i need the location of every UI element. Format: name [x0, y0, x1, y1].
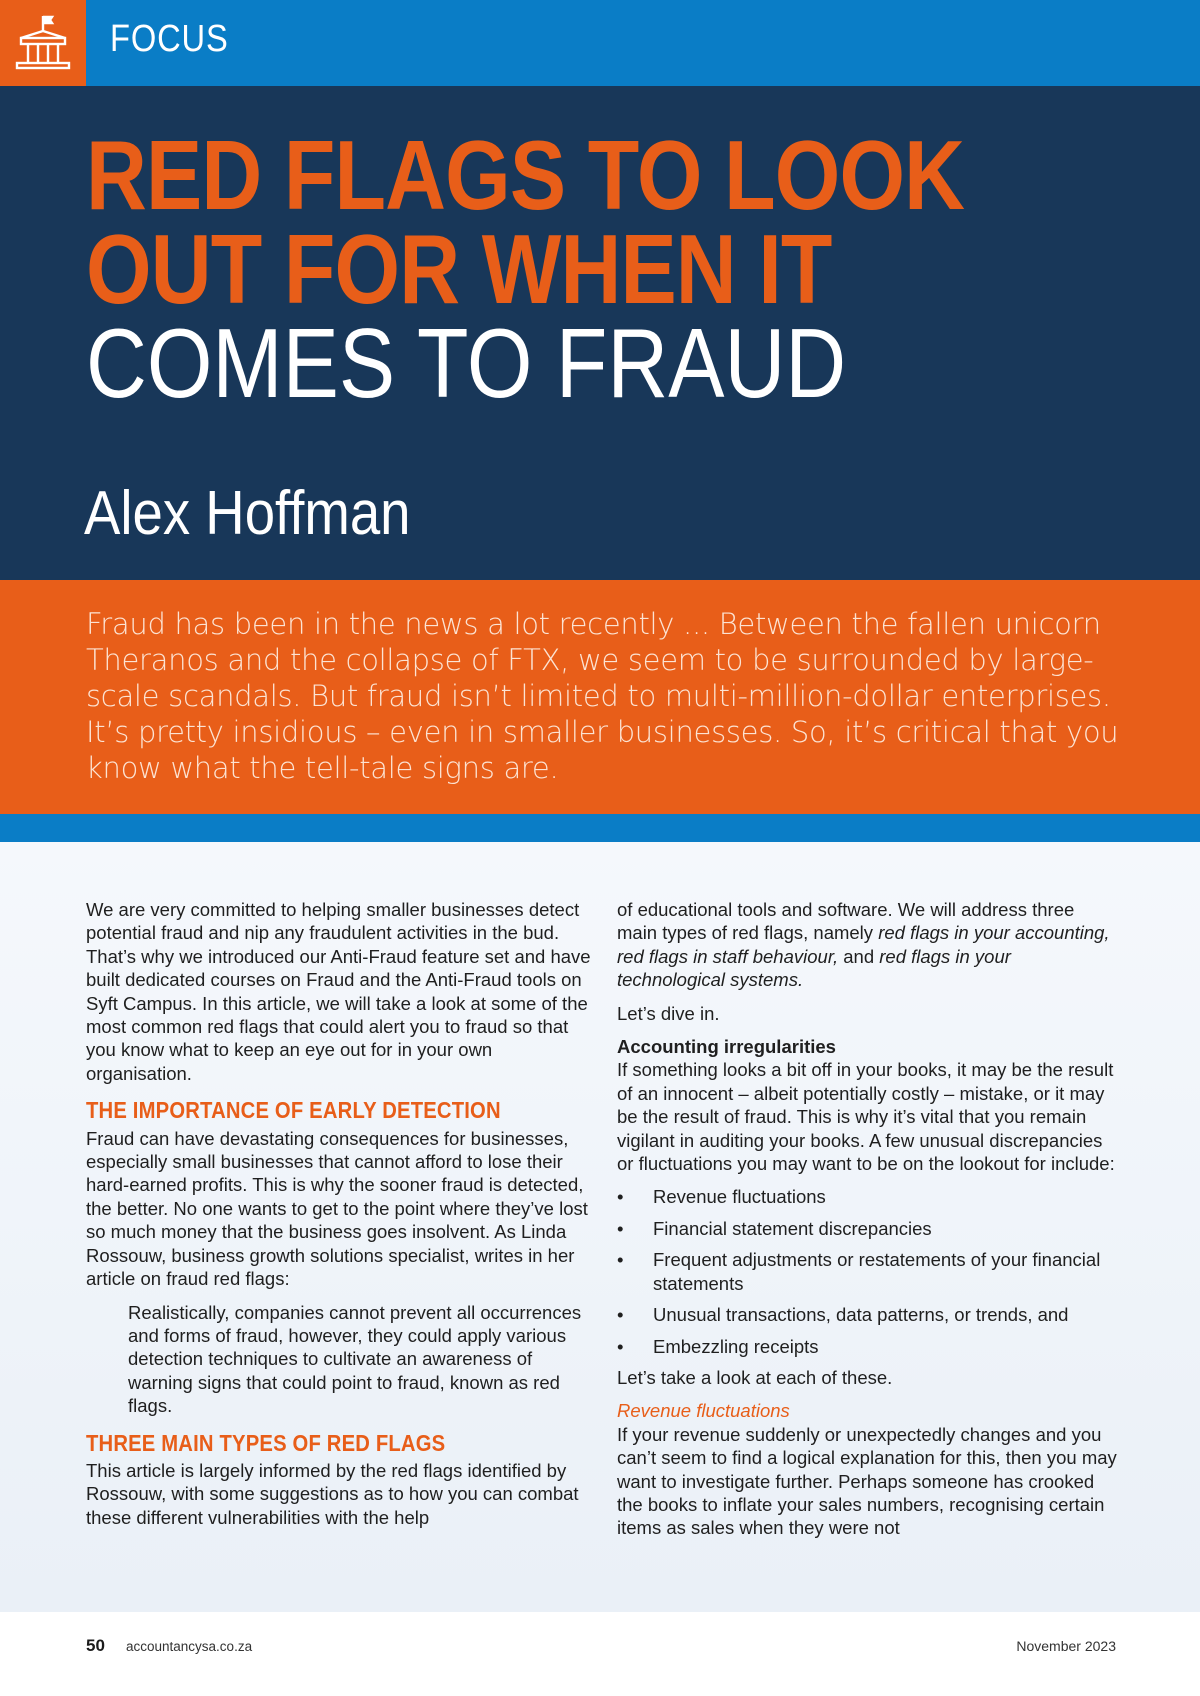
title-line: OUT FOR WHEN IT — [86, 214, 832, 324]
title-line: RED FLAGS TO LOOK — [86, 120, 965, 230]
subheading-italic: Revenue fluctuations — [617, 1400, 790, 1422]
standfirst-box — [0, 580, 1200, 814]
paragraph: Let’s dive in. — [617, 1002, 720, 1024]
page-footer — [0, 1612, 1200, 1696]
bullet-marker: • — [617, 1335, 624, 1357]
paragraph: Fraud can have devastating consequences for businesses, especially small businesses that cannot afford to lose their hard-earned profits. This is why the sooner fraud is detected, the better. No one wants to get to the point where they’ve lost so much money that the business goes insolvent. As Linda Rossouw, business growth solutions specialist, writes in her article on fraud red flags: — [86, 1127, 588, 1290]
list-item — [617, 1248, 1117, 1295]
bullet-marker: • — [617, 1249, 624, 1271]
list-item — [617, 1303, 1117, 1326]
list-item-text: Frequent adjustments or restatements of your financial statements — [653, 1249, 1101, 1294]
building-flag-icon — [12, 12, 74, 74]
subheading-bold: Accounting irregularities — [617, 1036, 836, 1058]
paragraph: We are very committed to helping smaller businesses detect potential fraud and nip any fraudulent activities in the bud. That’s why we introduced our Anti-Fraud feature set and have built dedicated courses on Fraud and the Anti-Fraud tools on Syft Campus. In this article, we will take a look at some of the most common red flags that could alert you to fraud so that you know what to keep an eye out for in your own organisation. — [86, 899, 591, 1084]
issue-date: November 2023 — [1016, 1638, 1116, 1654]
list-item-text: Unusual transactions, data patterns, or trends, and — [653, 1304, 1069, 1326]
paragraph — [617, 898, 1117, 992]
subheading: THREE MAIN TYPES OF RED FLAGS — [86, 1429, 446, 1456]
list-item-text: Revenue fluctuations — [653, 1186, 826, 1208]
website-link[interactable]: accountancysa.co.za — [126, 1639, 253, 1654]
emphasis: red flags in your technological systems. — [617, 945, 1011, 991]
logo — [0, 0, 86, 86]
paragraph: Let’s take a look at each of these. — [617, 1366, 893, 1388]
body-column-right — [617, 898, 1117, 1550]
block-quote: Realistically, companies cannot prevent all occurrences and forms of fraud, however, they could apply various detection techniques to cultivate an awareness of warning signs that could point to fraud, known as red flags. — [128, 1301, 582, 1417]
text-run: of educational tools and software. We will address three main types of red flags, namely — [617, 899, 1075, 944]
paragraph: If your revenue suddenly or unexpectedly changes and you can’t seem to find a logical explanation for this, then you may want to investigate further. Perhaps someone has crooked the books to inflate your sales numbers, recognising certain items as sales when they were not — [617, 1423, 1117, 1539]
bullet-marker: • — [617, 1304, 624, 1326]
page-number: 50 — [86, 1636, 105, 1655]
author-byline: Alex Hoffman — [84, 479, 411, 548]
bullet-list — [617, 1185, 1117, 1357]
divider-band — [0, 814, 1200, 842]
bullet-marker: • — [617, 1186, 624, 1208]
list-item — [617, 1217, 1117, 1240]
list-item — [617, 1185, 1117, 1208]
list-item-text: Embezzling receipts — [653, 1335, 819, 1357]
paragraph: If something looks a bit off in your books, it may be the result of an innocent – albeit potentially costly – mistake, or it may be the result of fraud. This is why it’s vital that you remain vigilant in auditing your books. A few unusual discrepancies or fluctuations you may want to be on the lookout for include: — [617, 1059, 1115, 1175]
standfirst-text: Fraud has been in the news a lot recently ... Between the fallen unicorn Theranos and the collapse of FTX, we seem to be surrounded by large-scale scandals. But fraud isn’t limited to multi-million-dollar enterprises. It’s pretty insidious – even in smaller businesses. So, it’s critical that you know what the tell-tale signs are. — [86, 607, 1119, 785]
text-run: and — [838, 945, 880, 967]
emphasis: red flags in your accounting, red flags in staff behaviour, — [617, 922, 1110, 967]
body-column-left — [86, 898, 591, 1539]
list-item-text: Financial statement discrepancies — [653, 1217, 932, 1239]
list-item — [617, 1335, 1117, 1358]
top-bar — [0, 0, 1200, 86]
subheading: THE IMPORTANCE OF EARLY DETECTION — [86, 1097, 501, 1124]
section-label: FOCUS — [110, 18, 229, 60]
article-title — [86, 120, 998, 418]
title-line: COMES TO FRAUD — [86, 308, 847, 418]
paragraph: This article is largely informed by the red flags identified by Rossouw, with some suggestions as to how you can combat these different vulnerabilities with the help — [86, 1459, 579, 1528]
bullet-marker: • — [617, 1217, 624, 1239]
